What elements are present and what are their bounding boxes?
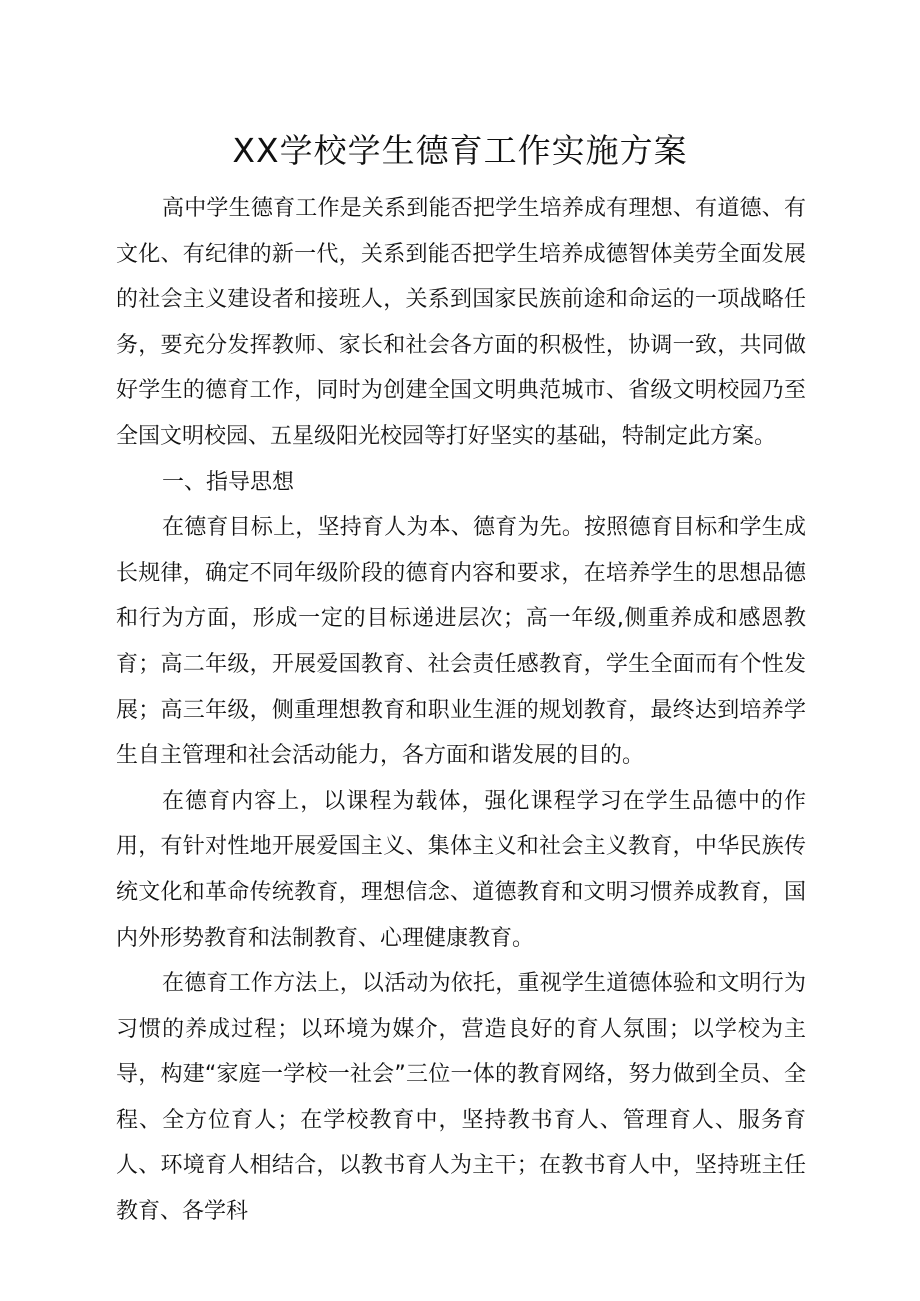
paragraph-work-methods: 在德育工作方法上，以活动为依托，重视学生道德体验和文明行为习惯的养成过程；以环境为媒介，营造良好的育人氛围；以学校为主导，构建“家庭一学校一社会”三位一体的教育网络，努力做到全员、全程、全方位育人；在学校教育中，坚持教书育人、管理育人、服务育人、环境育人相结合，以教书育人为主干；在教书育人中，坚持班主任教育、各学科 xyxy=(116,971,806,1225)
document-body xyxy=(116,186,806,1235)
intro-paragraph: 高中学生德育工作是关系到能否把学生培养成有理想、有道德、有文化、有纪律的新一代，关系到能否把学生培养成德智体美劳全面发展的社会主义建设者和接班人，关系到国家民族前途和命运的一项战略任务，要充分发挥教师、家长和社会各方面的积极性，协调一致，共同做好学生的德育工作，同时为创建全国文明典范城市、省级文明校园乃至全国文明校园、五星级阳光校园等打好坚实的基础，特制定此方案。 xyxy=(116,196,806,449)
paragraph-moral-content: 在德育内容上，以课程为载体，强化课程学习在学生品德中的作用，有针对性地开展爱国主义、集体主义和社会主义教育，中华民族传统文化和革命传统教育，理想信念、道德教育和文明习惯养成教育，国内外形势教育和法制教育、心理健康教育。 xyxy=(116,788,806,951)
paragraph-moral-goals: 在德育目标上，坚持育人为本、德育为先。按照德育目标和学生成长规律，确定不同年级阶段的德育内容和要求，在培养学生的思想品德和行为方面，形成一定的目标递进层次；高一年级,侧重养成和感恩教育；高二年级，开展爱国教育、社会责任感教育，学生全面而有个性发展；高三年级，侧重理想教育和职业生涯的规划教育，最终达到培养学生自主管理和社会活动能力，各方面和谐发展的目的。 xyxy=(116,515,806,769)
section-heading-guiding-ideology: 一、指导思想 xyxy=(162,469,295,495)
document-title: XX学校学生德育工作实施方案 xyxy=(232,131,688,170)
